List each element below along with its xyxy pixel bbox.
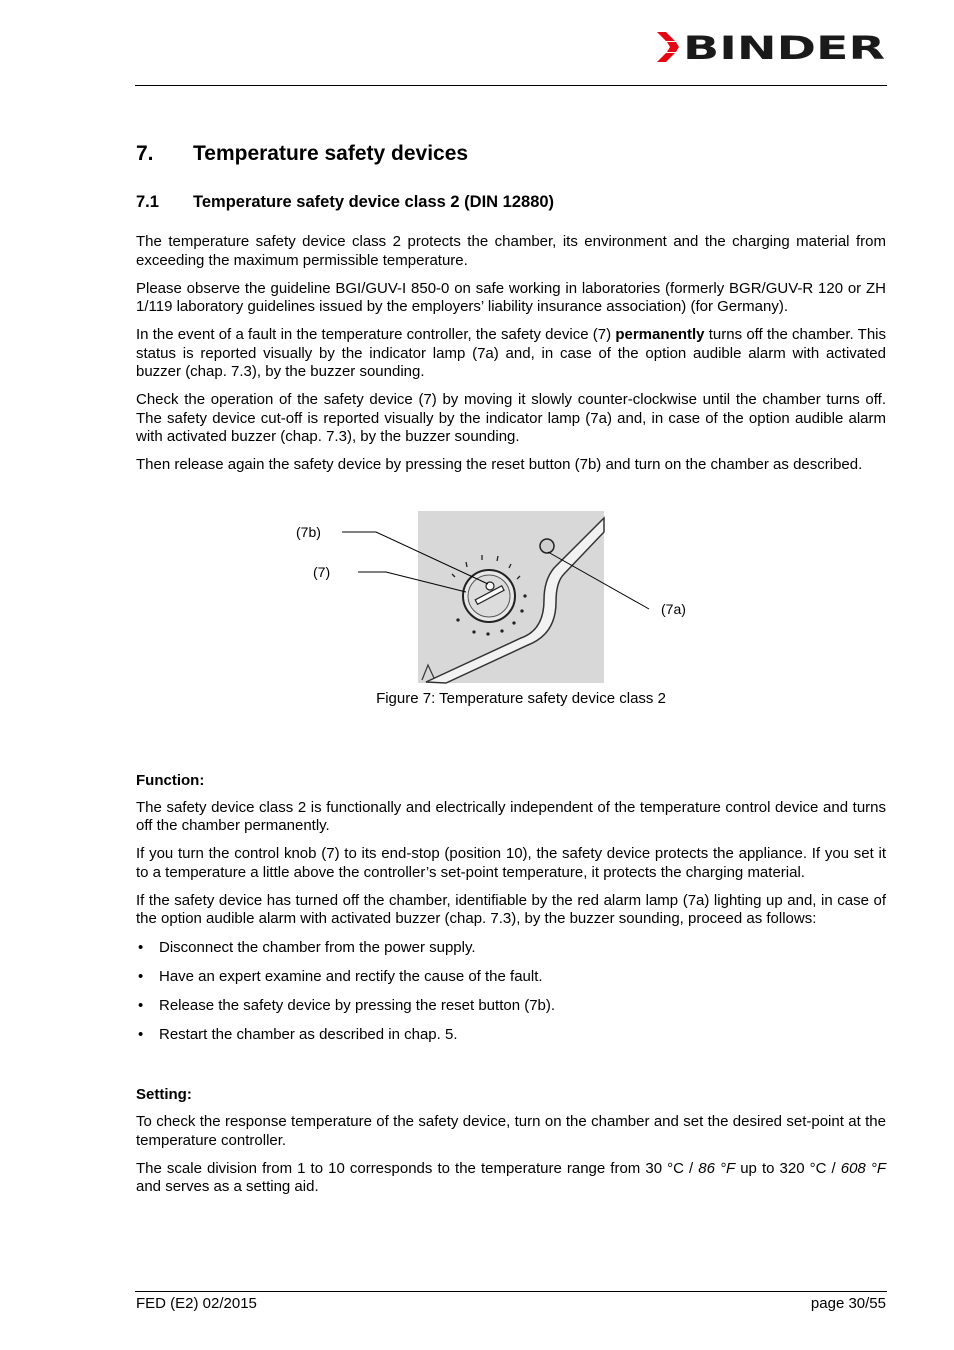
footer-rule	[135, 1291, 887, 1292]
list-item	[136, 1026, 886, 1045]
list-item-text: Restart the chamber as described in chap. 5.	[159, 1025, 458, 1043]
intro-p3-bold: permanently	[615, 326, 705, 343]
function-heading: Function:	[136, 771, 205, 789]
setting-p2-part-c: and serves as a setting aid.	[136, 1178, 319, 1195]
intro-p3-part-b: turns off the chamber. This status is reported visually by the indicator lamp (7a) and, in case of the option audible alarm with activated buzzer (chap. 7.3), by the buzzer sounding.	[136, 326, 886, 380]
intro-paragraph-1: The temperature safety device class 2 protects the chamber, its environment and the charging material from exceeding the maximum permissible temperature.	[136, 233, 886, 269]
setting-heading: Setting:	[136, 1086, 192, 1103]
intro-paragraph-4: Check the operation of the safety device (7) by moving it slowly counter-clockwise until the chamber turns off. The safety device cut-off is reported visually by the indicator lamp (7a) and, in case of the option audible alarm with activated buzzer (chap. 7.3), by the buzzer sounding.	[136, 391, 886, 445]
intro-paragraph-2: Please observe the guideline BGI/GUV-I 850-0 on safe working in laboratories (formerly BGR/GUV-R 120 or ZH 1/119 laboratory guidelines issued by the employers’ liability insurance association) (for Germany).	[136, 279, 886, 315]
binder-logo-text: BINDER	[683, 30, 885, 64]
list-item-text: Release the safety device by pressing the reset button (7b).	[159, 996, 556, 1014]
figure-caption: Figure 7: Temperature safety device class 2	[376, 689, 666, 707]
label-7b: (7b)	[296, 523, 321, 540]
header-rule	[135, 85, 887, 86]
figure-7	[136, 510, 886, 732]
page-content	[136, 142, 886, 1197]
list-item	[136, 939, 886, 958]
setting-p2-part-b: up to 320 °C /	[735, 1159, 841, 1177]
setting-p2-part-a: The scale division from 1 to 10 corresponds to the temperature range from 30 °C /	[136, 1159, 699, 1177]
intro-paragraph-5: Then release again the safety device by pressing the reset button (7b) and turn on the chamber as described.	[136, 456, 863, 473]
function-steps-list	[136, 939, 886, 1045]
chapter-heading	[136, 142, 886, 166]
chapter-number: 7.	[136, 142, 154, 165]
bullet-icon: •	[138, 967, 144, 985]
label-7a: (7a)	[661, 600, 686, 617]
section-heading	[136, 193, 886, 212]
bullet-icon: •	[138, 1025, 144, 1043]
bullet-icon: •	[138, 938, 144, 956]
intro-paragraph-3	[136, 326, 886, 382]
indicator-lamp-7a	[540, 539, 554, 553]
binder-logo	[655, 30, 887, 64]
label-7: (7)	[313, 563, 331, 580]
function-paragraph-3: If the safety device has turned off the chamber, identifiable by the red alarm lamp (7a) lighting up and, in case of the option audible alarm with activated buzzer (chap. 7.3), by the buzzer sounding, proceed as follows:	[136, 891, 886, 927]
bullet-icon: •	[138, 996, 144, 1014]
function-paragraph-1: The safety device class 2 is functionally and electrically independent of the temperature control device and turns off the chamber permanently.	[136, 798, 886, 834]
list-item	[136, 997, 886, 1016]
setting-paragraph-2	[136, 1160, 886, 1197]
setting-p2-fahrenheit-high: 608 °F	[840, 1159, 886, 1177]
section-number: 7.1	[136, 193, 159, 211]
safety-device-illustration	[136, 510, 886, 690]
function-paragraph-2: If you turn the control knob (7) to its end-stop (position 10), the safety device protects the appliance. If you set it to a temperature a little above the controller’s set-point temperature, it protects the charging material.	[136, 845, 886, 881]
footer-page-number: page 30/55	[810, 1295, 886, 1312]
setting-paragraph-1: To check the response temperature of the safety device, turn on the chamber and set the desired set-point at the temperature controller.	[136, 1113, 886, 1149]
setting-p2-fahrenheit-low: 86 °F	[698, 1159, 736, 1177]
intro-p3-part-a: In the event of a fault in the temperature controller, the safety device (7)	[136, 326, 616, 343]
chapter-title: Temperature safety devices	[193, 142, 469, 165]
list-item-text: Have an expert examine and rectify the cause of the fault.	[159, 967, 543, 985]
binder-logo-mark	[657, 32, 679, 62]
footer-document-id: FED (E2) 02/2015	[136, 1295, 257, 1312]
list-item	[136, 968, 886, 987]
list-item-text: Disconnect the chamber from the power supply.	[159, 938, 476, 956]
section-title: Temperature safety device class 2 (DIN 12880)	[193, 193, 555, 211]
